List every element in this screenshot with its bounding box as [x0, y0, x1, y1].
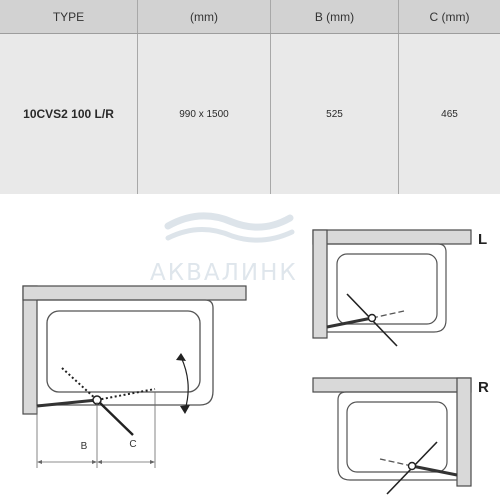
bathtub-outline [37, 300, 213, 405]
watermark-logo [168, 216, 292, 240]
door-closed-position [380, 459, 412, 466]
swing-arrow-head-top [176, 353, 186, 361]
variant-right-label: R [478, 379, 489, 396]
header-b: B (mm) [271, 0, 399, 34]
spec-table [0, 0, 500, 194]
door-closed-position [372, 311, 404, 318]
swing-arrow-head-bottom [180, 405, 190, 414]
table-row [0, 34, 500, 195]
bathtub-inner [347, 402, 447, 472]
fixed-glass-panel [412, 466, 457, 475]
right-variant-diagram [313, 378, 489, 494]
fixed-glass-panel [327, 318, 372, 327]
watermark-text: АКВАЛИНК [150, 260, 298, 286]
back-wall [313, 378, 471, 392]
cell-size: 990 x 1500 [138, 34, 271, 195]
cell-b: 525 [271, 34, 399, 195]
back-wall [23, 286, 246, 300]
table-header-row [0, 0, 500, 34]
back-wall [313, 230, 471, 244]
door-swing-outward [97, 389, 155, 400]
pivot-hinge [369, 315, 376, 322]
dimension-b-label: B [80, 441, 88, 452]
bathtub-inner [47, 311, 200, 392]
side-wall [457, 378, 471, 486]
header-c: C (mm) [399, 0, 500, 34]
diagrams-area [0, 190, 500, 500]
bathtub-outline [338, 392, 457, 480]
dimension-c-label: C [129, 439, 137, 450]
variant-left-label: L [478, 231, 488, 248]
left-variant-diagram [313, 230, 487, 346]
side-wall [23, 286, 37, 414]
main-plan-diagram [23, 286, 246, 468]
door-swing-inward [62, 368, 97, 400]
swing-arrow [181, 357, 188, 410]
header-size: (mm) [138, 0, 271, 34]
header-type: TYPE [0, 0, 138, 34]
bathtub-outline [327, 244, 446, 332]
pivot-hinge [409, 463, 416, 470]
cell-c: 465 [399, 34, 500, 195]
cell-type: 10CVS2 100 L/R [23, 107, 114, 121]
